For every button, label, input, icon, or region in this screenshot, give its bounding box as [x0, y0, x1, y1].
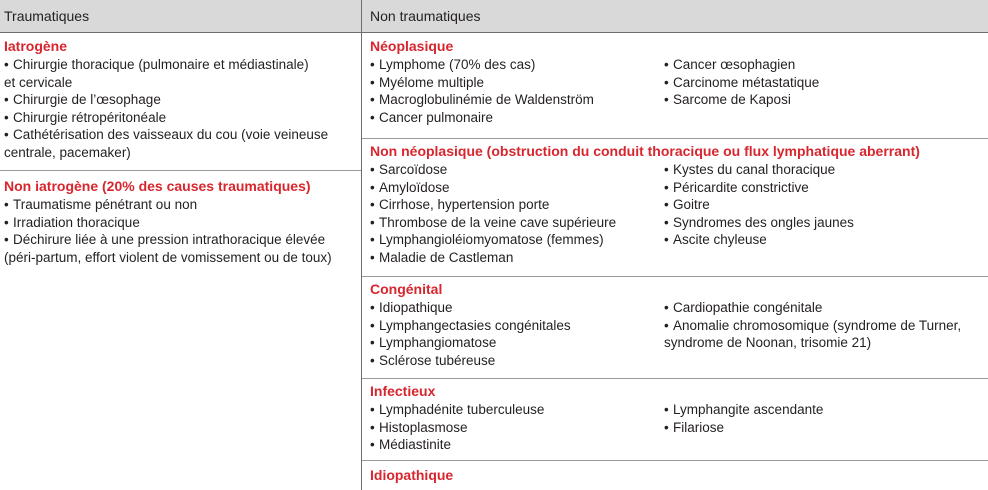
- list-item: [664, 419, 823, 437]
- section-title: Congénital: [370, 281, 443, 297]
- header-non-traumatiques: Non traumatiques: [362, 0, 988, 33]
- section-divider: [362, 138, 988, 139]
- item-text: Kystes du canal thoracique: [673, 162, 836, 177]
- section-title: Infectieux: [370, 383, 436, 399]
- list-item: [664, 91, 819, 109]
- section-title: Non iatrogène (20% des causes traumatiques): [4, 178, 311, 194]
- list-item: [4, 231, 332, 249]
- list-item: [4, 56, 328, 74]
- list-item-continuation: [664, 334, 961, 352]
- section-title: Iatrogène: [4, 38, 68, 54]
- list-item-continuation: [4, 144, 328, 162]
- section-title: Néoplasique: [370, 38, 454, 54]
- bullet-list-right: [664, 299, 961, 369]
- item-text: Lymphome (70% des cas): [379, 57, 536, 72]
- bullet-icon: •: [4, 214, 9, 230]
- list-item-continuation: [4, 249, 332, 267]
- item-text: et cervicale: [4, 74, 73, 90]
- list-item-continuation: [4, 74, 328, 92]
- bullet-list: [4, 196, 332, 266]
- item-text: Filariose: [673, 419, 725, 435]
- section-idiopathique: [370, 467, 453, 485]
- list-item: [4, 91, 328, 109]
- list-item: [370, 56, 664, 74]
- bullet-list-left: [370, 299, 664, 369]
- item-text: Lymphangectasies congénitales: [379, 317, 571, 333]
- item-text: Carcinome métastatique: [673, 74, 820, 90]
- item-text: Sarcoïdose: [379, 162, 448, 177]
- item-text: Sclérose tubéreuse: [379, 352, 496, 368]
- bullet-icon: •: [664, 92, 669, 108]
- bullet-icon: •: [4, 92, 9, 108]
- item-text: Chirurgie rétropéritonéale: [13, 109, 167, 125]
- bullet-icon: •: [4, 232, 9, 248]
- item-text: Myélome multiple: [379, 74, 485, 90]
- item-text: Amyloïdose: [379, 179, 450, 195]
- list-item: [370, 179, 664, 197]
- item-text: Irradiation thoracique: [13, 214, 140, 230]
- bullet-list-left: [370, 401, 664, 454]
- list-item: [370, 74, 664, 92]
- list-item: [370, 91, 664, 109]
- list-item: [664, 74, 819, 92]
- bullet-list-right: [664, 56, 819, 126]
- bullet-icon: •: [664, 57, 669, 72]
- bullet-icon: •: [370, 92, 375, 108]
- item-text: Ascite chyleuse: [673, 232, 767, 248]
- item-text: (péri-partum, effort violent de vomissement ou de toux): [4, 249, 332, 265]
- bullet-icon: •: [370, 214, 375, 230]
- section-iatrogene: [4, 38, 328, 162]
- bullet-icon: •: [370, 162, 375, 177]
- item-text: Lymphangite ascendante: [673, 402, 824, 417]
- section-title: Non néoplasique (obstruction du conduit thoracique ou flux lymphatique aberrant): [370, 143, 920, 159]
- section-divider: [362, 276, 988, 277]
- bullet-icon: •: [370, 109, 375, 125]
- list-item: [370, 334, 664, 352]
- list-item: [664, 161, 854, 179]
- item-text: Anomalie chromosomique (syndrome de Turner,: [673, 317, 962, 333]
- item-text: Maladie de Castleman: [379, 249, 514, 265]
- list-item: [370, 317, 664, 335]
- bullet-icon: •: [664, 197, 669, 213]
- section-neoplasique: [370, 38, 819, 126]
- item-text: centrale, pacemaker): [4, 144, 131, 160]
- bullet-list-right: [664, 161, 854, 267]
- bullet-icon: •: [664, 300, 669, 315]
- item-text: Lymphangioléiomyomatose (femmes): [379, 232, 604, 248]
- bullet-icon: •: [4, 127, 9, 143]
- bullet-icon: •: [370, 402, 375, 417]
- list-item: [4, 196, 332, 214]
- item-text: Chirurgie de l’œsophage: [13, 92, 161, 108]
- list-item: [370, 419, 664, 437]
- bullet-icon: •: [370, 335, 375, 351]
- bullet-icon: •: [370, 179, 375, 195]
- list-item: [664, 196, 854, 214]
- bullet-icon: •: [664, 179, 669, 195]
- bullet-icon: •: [4, 57, 9, 72]
- bullet-list-left: [370, 161, 664, 267]
- list-item: [664, 299, 961, 317]
- bullet-icon: •: [664, 419, 669, 435]
- item-text: syndrome de Noonan, trisomie 21): [664, 335, 872, 351]
- list-item: [664, 317, 961, 335]
- bullet-icon: •: [370, 352, 375, 368]
- item-text: Thrombose de la veine cave supérieure: [379, 214, 617, 230]
- item-text: Médiastinite: [379, 437, 452, 453]
- section-divider: [362, 460, 988, 461]
- bullet-icon: •: [370, 74, 375, 90]
- list-item: [370, 231, 664, 249]
- section-congenital: [370, 281, 961, 369]
- bullet-icon: •: [664, 402, 669, 417]
- section-non-neoplasique: [370, 143, 920, 267]
- item-text: Cancer pulmonaire: [379, 109, 494, 125]
- list-item: [370, 249, 664, 267]
- list-item: [370, 401, 664, 419]
- item-text: Lymphangiomatose: [379, 335, 497, 351]
- item-text: Traumatisme pénétrant ou non: [13, 197, 198, 212]
- list-item: [370, 196, 664, 214]
- item-text: Goitre: [673, 197, 710, 213]
- list-item: [370, 299, 664, 317]
- item-text: Lymphadénite tuberculeuse: [379, 402, 545, 417]
- bullet-list-right: [664, 401, 823, 454]
- item-text: Cardiopathie congénitale: [673, 300, 823, 315]
- bullet-icon: •: [664, 214, 669, 230]
- list-item: [4, 214, 332, 232]
- section-divider: [362, 378, 988, 379]
- item-text: Cathétérisation des vaisseaux du cou (voie veineuse: [13, 127, 329, 143]
- bullet-icon: •: [370, 57, 375, 72]
- item-text: Péricardite constrictive: [673, 179, 809, 195]
- item-text: Idiopathique: [379, 300, 453, 315]
- bullet-icon: •: [370, 317, 375, 333]
- bullet-icon: •: [370, 249, 375, 265]
- list-item: [370, 161, 664, 179]
- list-item: [664, 231, 854, 249]
- bullet-icon: •: [664, 74, 669, 90]
- item-text: Chirurgie thoracique (pulmonaire et médiastinale): [13, 57, 309, 72]
- item-text: Cirrhose, hypertension porte: [379, 197, 550, 213]
- list-item: [4, 109, 328, 127]
- list-item: [370, 352, 664, 370]
- bullet-icon: •: [664, 317, 669, 333]
- item-text: Sarcome de Kaposi: [673, 92, 791, 108]
- bullet-icon: •: [370, 197, 375, 213]
- list-item: [370, 109, 664, 127]
- item-text: Histoplasmose: [379, 419, 468, 435]
- list-item: [664, 214, 854, 232]
- header-traumatiques: Traumatiques: [0, 0, 362, 33]
- bullet-list-left: [370, 56, 664, 126]
- section-infectieux: [370, 383, 823, 454]
- bullet-icon: •: [370, 419, 375, 435]
- list-item: [4, 126, 328, 144]
- section-non-iatrogene: [4, 178, 332, 266]
- item-text: Macroglobulinémie de Waldenström: [379, 92, 594, 108]
- list-item: [370, 214, 664, 232]
- item-text: Cancer œsophagien: [673, 57, 796, 72]
- section-title: Idiopathique: [370, 467, 454, 483]
- bullet-icon: •: [664, 162, 669, 177]
- item-text: Déchirure liée à une pression intrathoracique élevée: [13, 232, 326, 248]
- column-divider: [361, 0, 362, 490]
- list-item: [370, 436, 664, 454]
- bullet-icon: •: [4, 109, 9, 125]
- item-text: Syndromes des ongles jaunes: [673, 214, 854, 230]
- bullet-icon: •: [370, 437, 375, 453]
- bullet-icon: •: [370, 232, 375, 248]
- section-divider: [0, 170, 361, 171]
- bullet-icon: •: [370, 300, 375, 315]
- list-item: [664, 401, 823, 419]
- list-item: [664, 179, 854, 197]
- bullet-list: [4, 56, 328, 162]
- list-item: [664, 56, 819, 74]
- bullet-icon: •: [664, 232, 669, 248]
- bullet-icon: •: [4, 197, 9, 212]
